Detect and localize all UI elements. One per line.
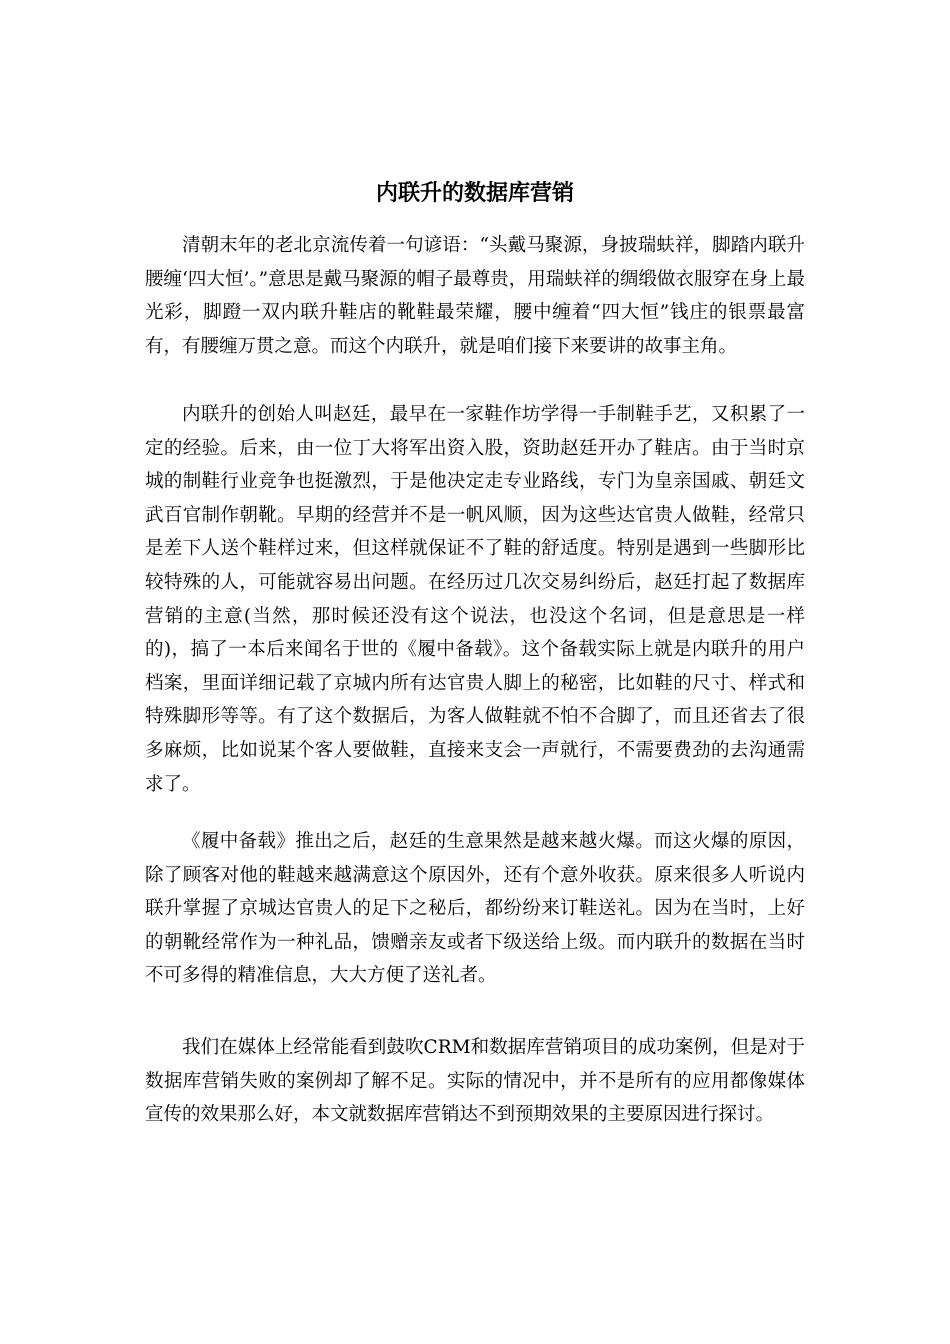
paragraph-2: 内联升的创始人叫赵廷，最早在一家鞋作坊学得一手制鞋手艺，又积累了一定的经验。后来，由一位丁大将军出资入股，资助赵廷开办了鞋店。由于当时京城的制鞋行业竞争也挺激烈，于是他决定走专业路线，专门为皇亲国戚、朝廷文武百官制作朝靴。早期的经营并不是一帆风顺，因为这些达官贵人做鞋，经常只是差下人送个鞋样过来，但这样就保证不了鞋的舒适度。特别是遇到一些脚形比较特殊的人，可能就容易出问题。在经历过几次交易纠纷后，赵廷打起了数据库营销的主意(当然，那时候还没有这个说法，也没这个名词，但是意思是一样的)，搞了一本后来闻名于世的《履中备载》。这个备载实际上就是内联升的用户档案，里面详细记载了京城内所有达官贵人脚上的秘密，比如鞋的尺寸、样式和特殊脚形等等。有了这个数据后，为客人做鞋就不怕不合脚了，而且还省去了很多麻烦，比如说某个客人要做鞋，直接来支会一声就行，不需要费劲的去沟通需求了。 [145,404,805,795]
paragraph-1: 清朝末年的老北京流传着一句谚语：“头戴马聚源，身披瑞蚨祥，脚踏内联升腰缠‘四大恒’。”意思是戴马聚源的帽子最尊贵，用瑞蚨祥的绸缎做衣服穿在身上最光彩，脚蹬一双内联升鞋店的靴鞋最荣耀，腰中缠着“四大恒”钱庄的银票最富有，有腰缠万贯之意。而这个内联升，就是咱们接下来要讲的故事主角。 [145,235,805,357]
paragraph-3: 《履中备载》推出之后，赵廷的生意果然是越来越火爆。而这火爆的原因，除了顾客对他的鞋越来越满意这个原因外，还有个意外收获。原来很多人听说内联升掌握了京城达官贵人的足下之秘后，都纷纷来订鞋送礼。因为在当时，上好的朝靴经常作为一种礼品，馈赠亲友或者下级送给上级。而内联升的数据在当时不可多得的精准信息，大大方便了送礼者。 [145,831,805,987]
paragraph-4: 我们在媒体上经常能看到鼓吹CRM和数据库营销项目的成功案例，但是对于数据库营销失败的案例却了解不足。实际的情况中，并不是所有的应用都像媒体宣传的效果那么好，本文就数据库营销达不到预期效果的主要原因进行探讨。 [145,1037,805,1126]
document-title: 内联升的数据库营销 [375,181,574,206]
